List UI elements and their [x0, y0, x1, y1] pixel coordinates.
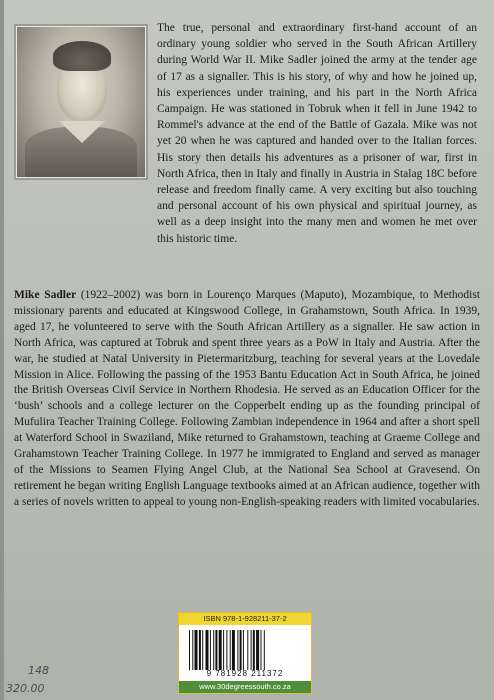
barcode-stripe	[230, 630, 231, 670]
author-bio-text: (1922–2002) was born in Lourenço Marques (Maputo), Mozambique, to Methodist missionary parents and educated at Kingswood College, in Grahamstown, South Africa. In 1939, aged 17, he volunteered to serve with the South African Artillery as a signaller. He saw action in North Africa, was captured at Tobruk and spent three years as a PoW in Italy and Austria. After the war, he studied at Natal University in Pietermaritzburg, teaching for several years at the Lovedale Mission in Alice. Following the passing of the 1953 Bantu Education Act in South Africa, he joined the British Overseas Civil Service in Northern Rhodesia. He served as an Education Officer for the ‘bush’ schools and a college lecturer on the Copperbelt ending up as the founding principal of Mufulira Teacher Training College. Following Zambian independence in 1964 and after a short spell at Waterford School in Swaziland, Mike returned to Grahamstown, teaching at Graeme College and Grahamstown Teacher Training College. In 1977 he immigrated to England and served as manager of the Missions to Seamen Flying Angel Club, at the National Sea School at Gravesend. On retirement he began writing English Language textbooks aimed at an African audience, together with a series of novels written to appeal to young non-English-speaking readers with limited vocabularies.	[14, 289, 480, 508]
barcode-stripe	[226, 630, 227, 670]
barcode-stripe	[256, 630, 259, 670]
barcode-stripe	[195, 630, 198, 670]
barcode-stripe	[219, 630, 222, 670]
barcode-stripe	[253, 630, 255, 670]
barcode-stripe	[232, 630, 235, 670]
author-bio	[14, 288, 480, 511]
barcode-bars	[189, 630, 301, 670]
barcode-stripe	[261, 630, 262, 670]
barcode-stripe	[210, 630, 211, 670]
barcode-stripe	[240, 630, 242, 670]
barcode-digits: 9 781928 211372	[206, 669, 284, 678]
barcode-stripe	[202, 630, 203, 670]
barcode-stripe	[251, 630, 252, 670]
blurb-paragraph: The true, personal and extraordinary first-hand account of an ordinary young soldier who served in the South African Artillery during World War II. Mike Sadler joined the army at the tender age of 17 as a signaller. This is his story, of why and how he joined up, his experiences under training, and his part in the North Africa Campaign. He was stationed in Tobruk when it fell in June 1942 to Rommel's advance at the end of the Battle of Gazala. Mike was not yet 20 when he was captured and handed over to the Italian forces. His story then details his adventures as a prisoner of war, first in North Africa, then in Italy and finally in Austria in Stalag 18C before release and freedom finally came. A very exciting but also touching and personal account of his own physical and spiritual journey, as well as a deep insight into the many men and women he met over this historic time.	[157, 22, 477, 245]
barcode-panel	[178, 612, 312, 694]
photo-hair	[53, 41, 111, 71]
barcode-stripe	[213, 630, 214, 670]
isbn-label: ISBN 978-1-928211-37-2	[179, 613, 311, 625]
barcode-stripe	[206, 630, 209, 670]
barcode-stripe	[199, 630, 201, 670]
barcode-stripe	[223, 630, 224, 670]
handwritten-note-2: 320.00	[6, 682, 45, 695]
barcode-stripe	[215, 630, 217, 670]
barcode-stripe	[264, 630, 265, 670]
barcode-stripe	[247, 630, 248, 670]
barcode-stripe	[189, 630, 190, 670]
author-name: Mike Sadler	[14, 289, 77, 301]
spine-edge	[0, 0, 4, 700]
handwritten-note-1: 148	[28, 664, 49, 677]
barcode-stripe	[237, 630, 238, 670]
author-photo	[16, 26, 146, 178]
barcode-stripe	[192, 630, 193, 670]
publisher-url: www.30degreessouth.co.za	[179, 681, 311, 693]
barcode-stripe	[243, 630, 244, 670]
